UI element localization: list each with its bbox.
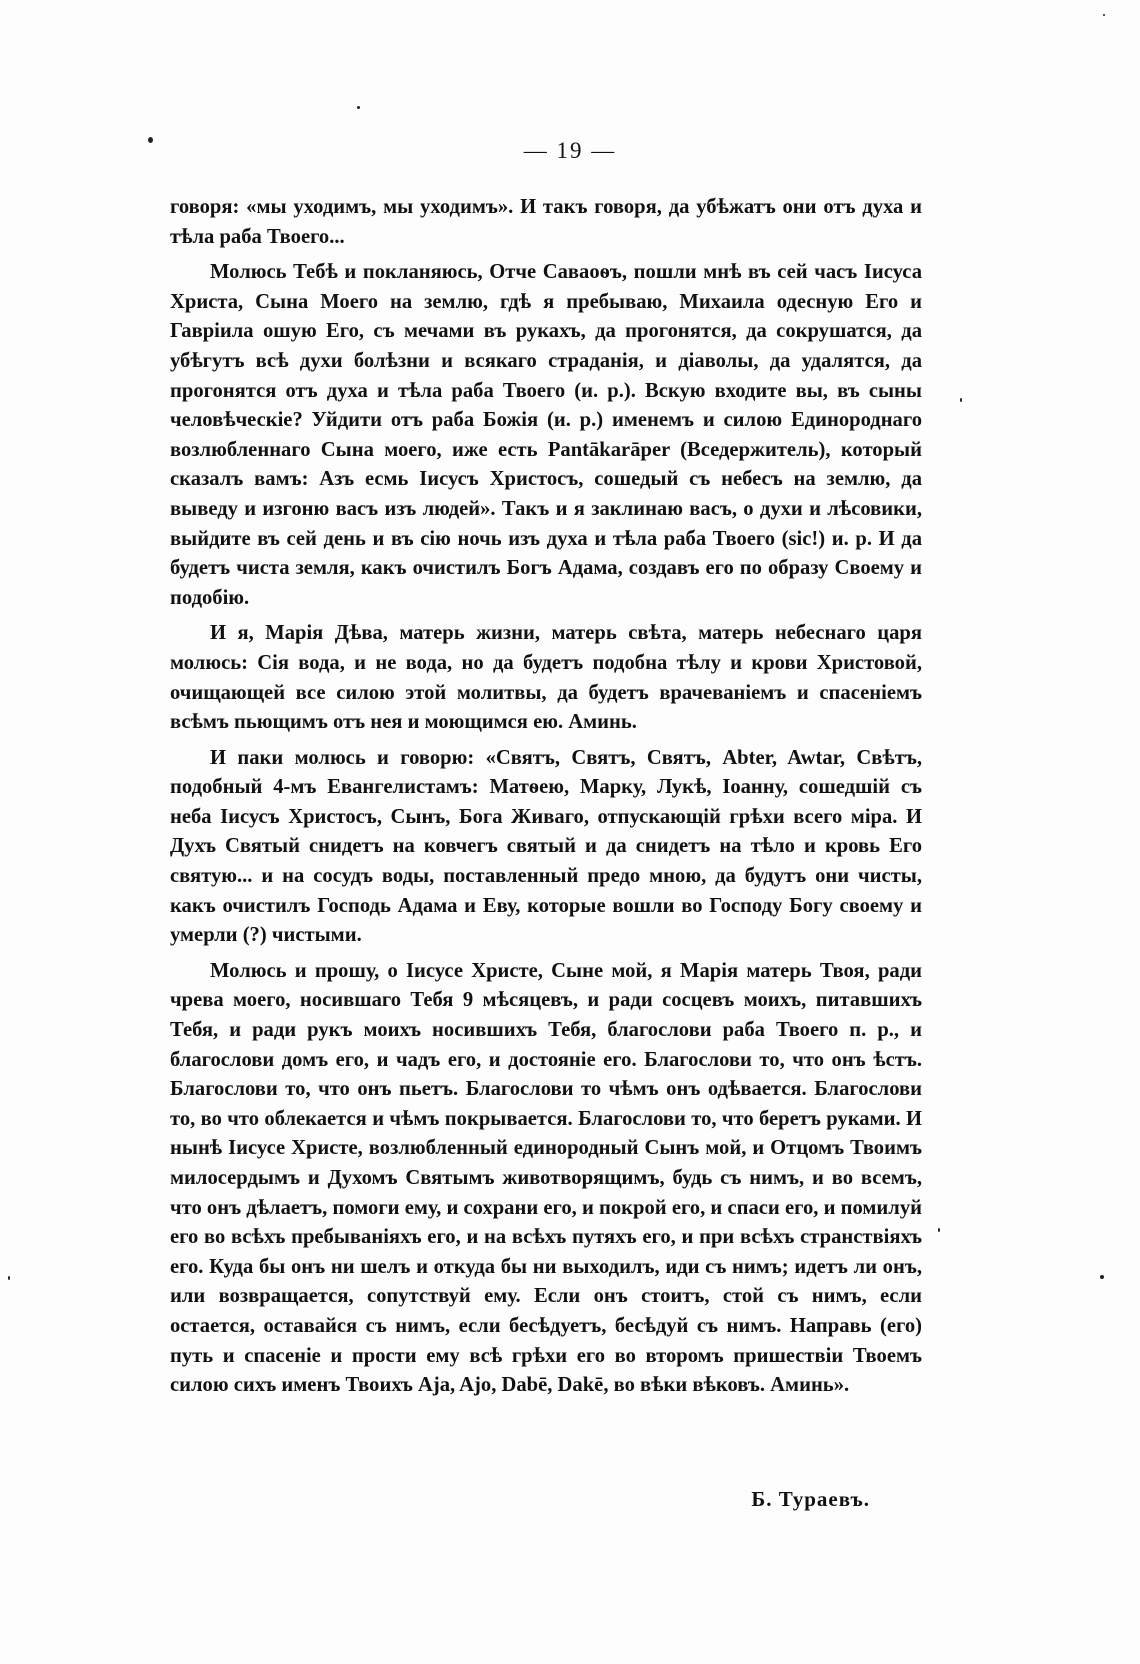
body-text bbox=[170, 193, 922, 1407]
paragraph-5: Молюсь и прошу, о Іисусе Христе, Сыне мой, я Марія матерь Твоя, ради чрева моего, носившаго Тебя 9 мѣсяцевъ, и ради сосцевъ моихъ, питавшихъ Тебя, и ради рукъ моихъ носившихъ Тебя, благослови раба Твоего п. р., и благослови домъ его, и чадъ его, и достояніе его. Благослови то, что онъ ѣстъ. Благослови то, что онъ пьетъ. Благослови то чѣмъ онъ одѣвается. Благослови то, во что облекается и чѣмъ покрывается. Благослови то, что беретъ руками. И нынѣ Іисусе Христе, возлюбленный единородный Сынъ мой, и Отцомъ Твоимъ милосердымъ и Духомъ Святымъ животворящимъ, будь съ нимъ, и во всемъ, что онъ дѣлаетъ, помоги ему, и сохрани его, и покрой его, и спаси его, и помилуй его во всѣхъ пребываніяхъ его, и на всѣхъ путяхъ его, и при всѣхъ странствіяхъ его. Куда бы онъ ни шелъ и откуда бы ни выходилъ, иди съ нимъ; идетъ ли онъ, или возвращается, сопутствуй ему. Если онъ стоитъ, стой съ нимъ, если остается, оставайся съ нимъ, если бесѣдуетъ, бесѣдуй съ нимъ. Направь (его) путь и спасеніе и прости ему всѣ грѣхи его во второмъ пришествіи Твоемъ силою сихъ именъ Твоихъ Aja, Ajo, Dabē, Dakē, во вѣки вѣковъ. Аминь». bbox=[170, 959, 922, 1397]
paragraph-1: говоря: «мы уходимъ, мы уходимъ». И такъ говоря, да убѣжатъ они отъ духа и тѣла раба Твоего... bbox=[170, 196, 922, 248]
ink-speck bbox=[960, 398, 962, 402]
ink-speck bbox=[357, 106, 360, 109]
ink-speck bbox=[148, 137, 153, 143]
paragraph-2: Молюсь Тебѣ и покланяюсь, Отче Саваоѳъ, пошли мнѣ въ сей часъ Іисуса Христа, Сына Моего на землю, гдѣ я пребываю, Михаила одесную Его и Гавріила ошую Его, съ мечами въ рукахъ, да прогонятся, да сокрушатся, да убѣгутъ всѣ духи болѣзни и всякаго страданія, и діаволы, да удалятся, да прогонятся отъ духа и тѣла раба Твоего (и. р.). Вскую входите вы, въ сыны человѣческіе? Уйдити отъ раба Божія (и. р.) именемъ и силою Единороднаго возлюбленнаго Сына моего, иже есть Pantākarāper (Вседержитель), который сказалъ вамъ: Азъ есмь Іисусъ Христосъ, сошедый съ небесъ на землю, да выведу и изгоню васъ изъ людей». Такъ и я заклинаю васъ, о духи и лѣсовики, выйдите въ сей день и въ сію ночь изъ духа и тѣла раба Твоего (sic!) и. р. И да будетъ чиста земля, какъ очистилъ Богъ Адама, создавъ его по образу Своему и подобію. bbox=[170, 261, 922, 609]
author-signature: Б. Тураевъ. bbox=[751, 1487, 870, 1511]
ink-speck bbox=[938, 1228, 940, 1232]
ink-speck bbox=[1103, 14, 1105, 16]
ink-speck bbox=[8, 1276, 10, 1280]
ink-speck bbox=[1100, 1275, 1104, 1279]
page-number: — 19 — bbox=[523, 138, 617, 163]
paragraph-3: И я, Марія Дѣва, матерь жизни, матерь свѣта, матерь небеснаго царя молюсь: Сія вода, и не вода, но да будетъ подобна тѣлу и крови Христовой, очищающей все силою этой молитвы, да будетъ врачеваніемъ и спасеніемъ всѣмъ пьющимъ отъ нея и моющимся ею. Аминь. bbox=[170, 622, 922, 734]
paragraph-4: И паки молюсь и говорю: «Святъ, Святъ, Святъ, Abter, Awtar, Свѣтъ, подобный 4-мъ Евангелистамъ: Матѳею, Марку, Лукѣ, Іоанну, сошедшій съ неба Іисусъ Христосъ, Сынъ, Бога Живаго, отпускающій грѣхи всего міра. И Духъ Святый снидетъ на ковчегъ святый и да снидетъ на тѣло и кровь Его святую... и на сосудъ воды, поставленный предо мною, да будутъ они чисты, какъ очистилъ Господь Адама и Еву, которые вошли во Господу Богу своему и умерли (?) чистыми. bbox=[170, 746, 922, 947]
